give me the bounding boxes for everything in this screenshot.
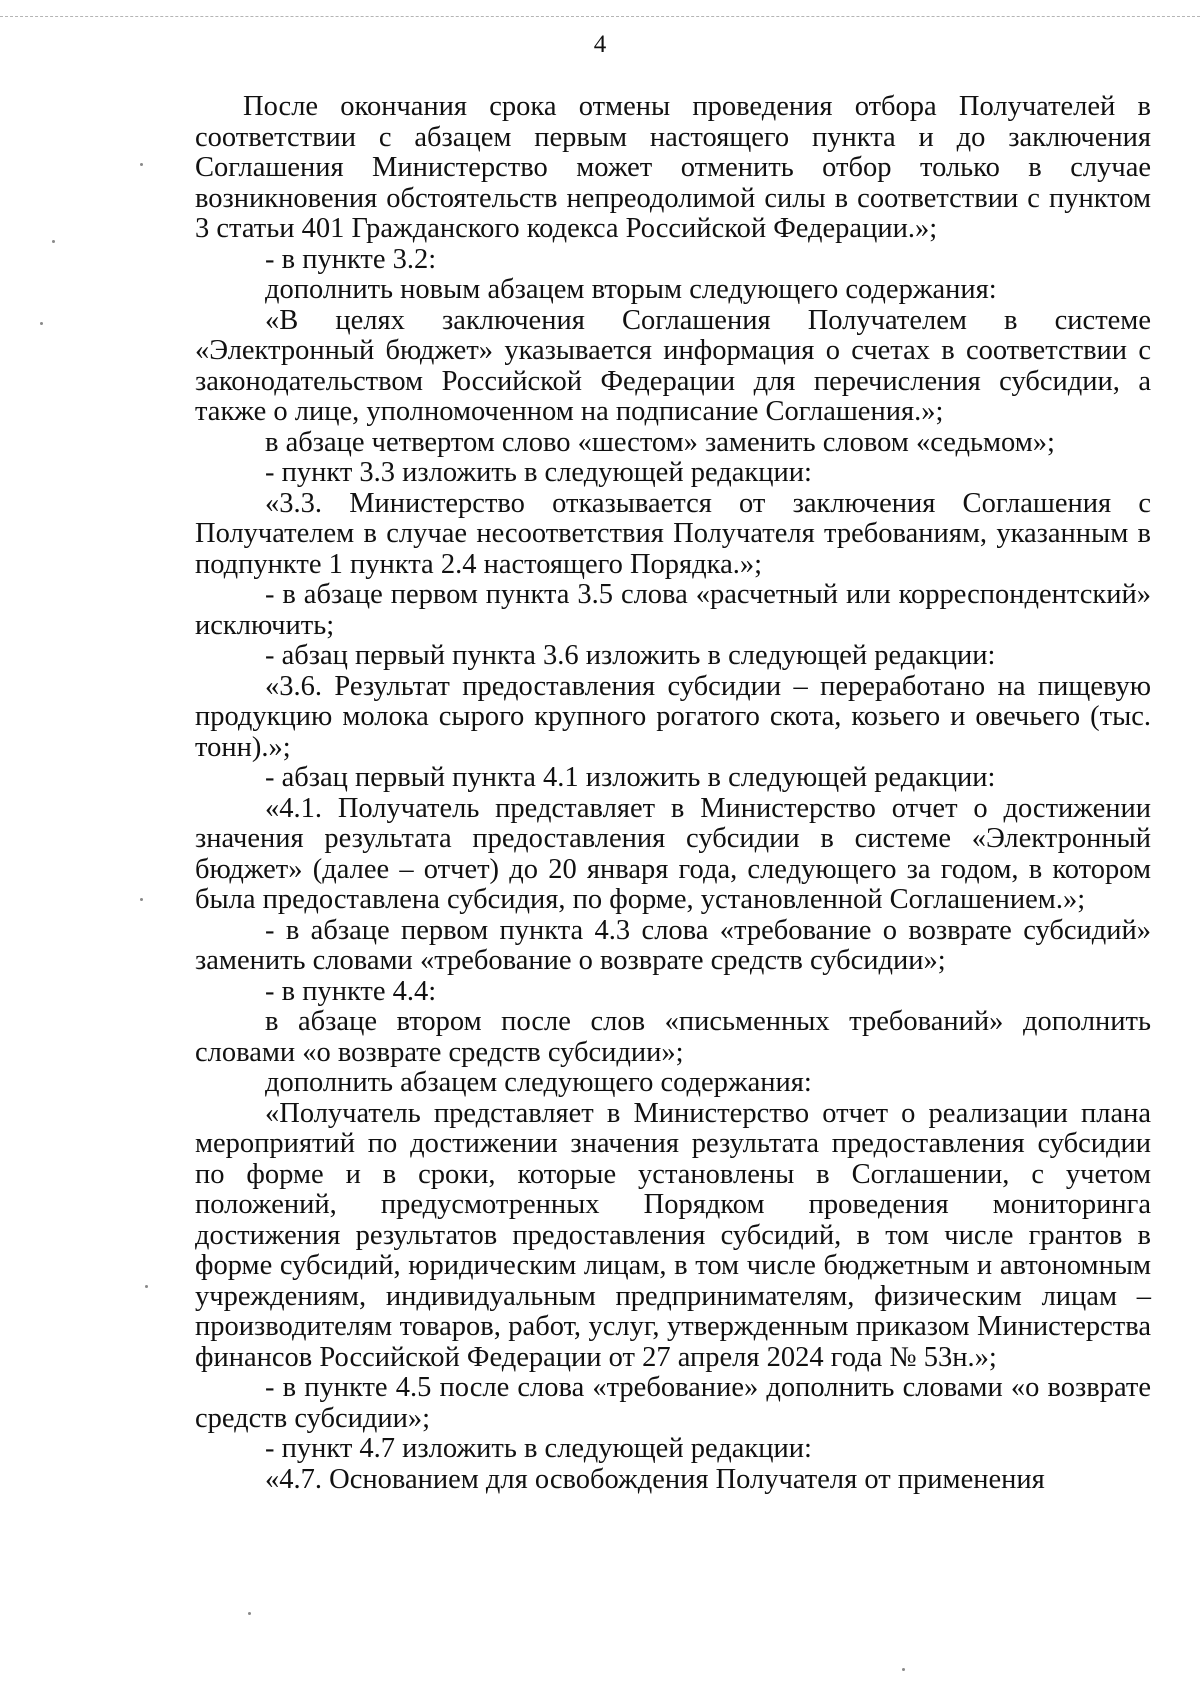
paragraph-9: - абзац первый пункта 3.6 изложить в следующей редакции:	[265, 640, 996, 671]
paragraph-6: - пункт 3.3 изложить в следующей редакции:	[265, 457, 812, 488]
paragraph-16: дополнить абзацем следующего содержания:	[265, 1067, 812, 1098]
paragraph-15: в абзаце втором после слов «письменных требований» дополнить словами «о возврате средств субсидии»;	[195, 1006, 1151, 1068]
scan-speck	[140, 898, 143, 901]
paragraph-8: - в абзаце первом пункта 3.5 слова «расчетный или корреспондентский» исключить;	[195, 579, 1151, 641]
paragraph-7: «3.3. Министерство отказывается от заключения Соглашения с Получателем в случае несоответствия Получателя требованиям, указанным в подпункте 1 пункта 2.4 настоящего Порядка.»;	[195, 487, 1151, 580]
paragraph-10: «3.6. Результат предоставления субсидии – переработано на пищевую продукцию молока сырого крупного рогатого скота, козьего и овечьего (тыс. тонн).»;	[195, 670, 1151, 763]
paragraph-5: в абзаце четвертом слово «шестом» заменить словом «седьмом»;	[265, 426, 1055, 458]
scan-top-edge	[0, 16, 1200, 17]
paragraph-4: «В целях заключения Соглашения Получателем в системе «Электронный бюджет» указывается информация о счетах в соответствии с законодательством Российской Федерации для перечисления субсидии, а также о лице, уполномоченном на подписание Соглашения.»;	[195, 304, 1151, 427]
scan-speck	[248, 1612, 251, 1615]
paragraph-14: - в пункте 4.4:	[265, 975, 437, 1007]
paragraph-12: «4.1. Получатель представляет в Министерство отчет о достижении значения результата предоставления субсидии в системе «Электронный бюджет» (далее – отчет) до 20 января года, следующего за годом, в котором была предоставлена субсидия, по форме, установленной Соглашением.»;	[195, 792, 1151, 915]
paragraph-18: - в пункте 4.5 после слова «требование» дополнить словами «о возврате средств субсидии»;	[195, 1372, 1151, 1434]
page-number: 4	[593, 31, 607, 58]
paragraph-17: «Получатель представляет в Министерство отчет о реализации плана мероприятий по достижении значения результата предоставления субсидии по форме и в сроки, которые установлены в Соглашении, с учетом положений, предусмотренных Порядком проведения мониторинга достижения результатов предоставления субсидий, в том числе грантов в форме субсидий, юридическим лицам, в том числе бюджетным и автономным учреждениям, индивидуальным предпринимателям, физическим лицам – производителям товаров, работ, услуг, утвержденным приказом Министерства финансов Российской Федерации от 27 апреля 2024 года № 53н.»;	[195, 1097, 1151, 1373]
scan-speck	[140, 163, 143, 166]
paragraph-20: «4.7. Основанием для освобождения Получателя от применения	[265, 1463, 1045, 1495]
paragraph-11: - абзац первый пункта 4.1 изложить в следующей редакции:	[265, 762, 996, 793]
paragraph-1: После окончания срока отмены проведения отбора Получателей в соответствии с абзацем первым настоящего пункта и до заключения Соглашения Министерство может отменить отбор только в случае возникновения обстоятельств непреодолимой силы в соответствии с пунктом 3 статьи 401 Гражданского кодекса Российской Федерации.»;	[195, 91, 1151, 244]
paragraph-19: - пункт 4.7 изложить в следующей редакции:	[265, 1433, 812, 1464]
paragraph-13: - в абзаце первом пункта 4.3 слова «требование о возврате субсидий» заменить словами «требование о возврате средств субсидии»;	[195, 914, 1151, 976]
scan-speck	[52, 240, 55, 243]
paragraph-2: - в пункте 3.2:	[265, 243, 437, 275]
scan-speck	[40, 322, 43, 325]
paragraph-3: дополнить новым абзацем вторым следующего содержания:	[265, 274, 997, 305]
document-body	[195, 92, 1151, 1495]
scan-speck	[145, 1285, 148, 1288]
scan-speck	[902, 1668, 905, 1671]
